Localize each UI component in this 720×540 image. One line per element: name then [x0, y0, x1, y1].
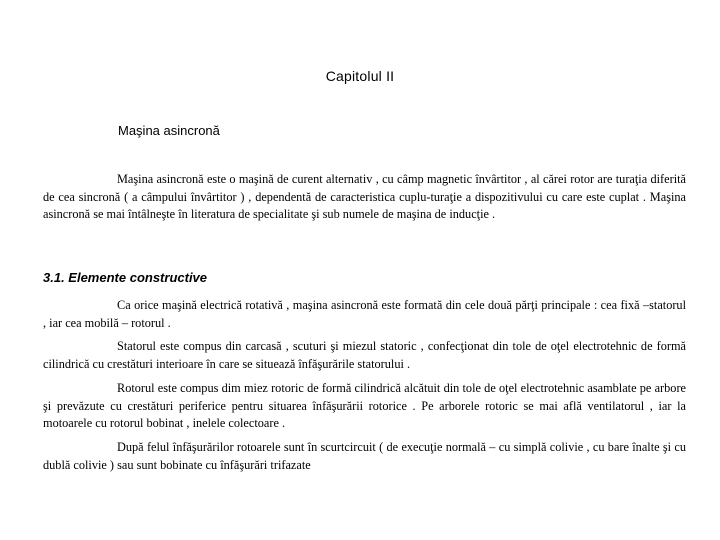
subtitle: Maşina asincronă [118, 123, 220, 138]
paragraph-windings: După felul înfăşurărilor rotoarele sunt în scurtcircuit ( de execuţie normală – cu simplă colivie , cu bare înalte şi cu dublă colivie ) sau sunt bobinate cu înfăşurări trifazate [43, 440, 686, 472]
paragraph-rotor: Rotorul este compus dim miez rotoric de formă cilindrică alcătuit din tole de oţel electrotehnic asamblate pe arbore şi prevăzute cu crestături periferice pentru situarea înfăşurării rotorice . Pe arborele rotoric se mai află ventilatorul , iar la motoarele cu rotorul bobinat , inelele colectoare . [43, 381, 686, 430]
paragraph-stator: Statorul este compus din carcasă , scuturi şi miezul statoric , confecţionat din tole de oţel electrotehnic de formă cilindrică cu crestături interioare în care se situează înfăşurările statorului . [43, 339, 686, 371]
intro-paragraph: Maşina asincronă este o maşină de curent alternativ , cu câmp magnetic învârtitor , al cărei rotor are turaţia diferită de cea sincronă ( a câmpului învârtitor ) , dependentă de caracteristica cuplu-turaţie a dispozitivului cu care este cuplat . Maşina asincronă se mai întâlneşte în literatura de specialitate şi sub numele de maşina de inducţie . [43, 172, 686, 221]
paragraph-components: Ca orice maşină electrică rotativă , maşina asincronă este formată din cele două părţi principale : cea fixă –statorul , iar cea mobilă – rotorul . [43, 298, 686, 330]
chapter-title: Capitolul II [325, 68, 395, 84]
section-title: 3.1. Elemente constructive [43, 270, 208, 285]
